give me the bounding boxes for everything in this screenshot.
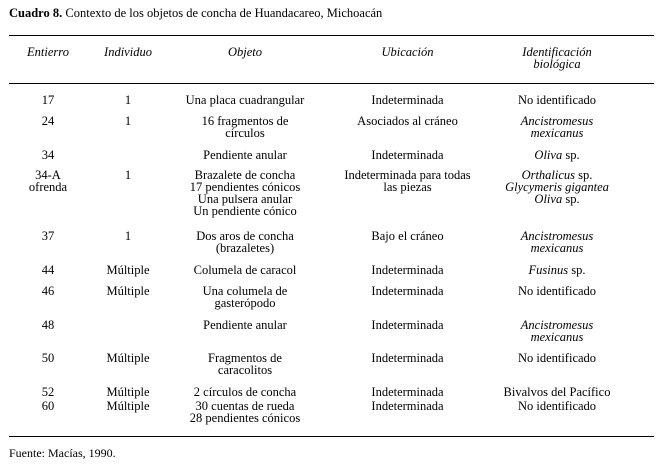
cell-line: 34-A <box>35 168 61 182</box>
cell-line: Una pulsera anular <box>197 192 293 206</box>
cell-individuo <box>93 169 163 181</box>
cell-objeto <box>160 319 330 331</box>
identificacion-line <box>487 193 627 205</box>
species-name: mexicanus <box>530 126 584 140</box>
cell-line: caracolitos <box>217 363 273 377</box>
cell-line: 17 <box>41 93 55 107</box>
identificacion-line <box>487 94 627 106</box>
cell-individuo <box>93 230 163 242</box>
cell-entierro <box>18 264 78 276</box>
header-ubicacion: Ubicación <box>381 45 434 59</box>
cell-objeto <box>160 115 330 139</box>
cell-identificacion <box>487 319 627 343</box>
cell-line: Fragmentos de <box>208 351 282 365</box>
cell-line: 44 <box>41 263 55 277</box>
cell-entierro <box>18 149 78 161</box>
cell-objeto <box>160 169 330 217</box>
cell-line: 17 pendientes cónicos <box>189 180 301 194</box>
cell-line: 1 <box>124 229 132 243</box>
cell-objeto <box>160 230 330 254</box>
cell-line: Múltiple <box>106 399 150 413</box>
header-individuo: Individuo <box>104 45 152 59</box>
identificacion-line <box>487 386 627 398</box>
cell-entierro <box>18 319 78 331</box>
species-name: Ancistromesus <box>520 318 594 332</box>
cell-line: Bajo el cráneo <box>371 229 444 243</box>
cell-line: (brazaletes) <box>215 241 275 255</box>
cell-line: Un pendiente cónico <box>193 204 297 218</box>
cell-individuo <box>93 352 163 364</box>
header-rule <box>9 83 654 84</box>
cell-line: Indeterminada <box>371 399 444 413</box>
cell-individuo <box>93 94 163 106</box>
source-note: Fuente: Macías, 1990. <box>9 446 116 460</box>
cell-entierro <box>18 115 78 127</box>
cell-objeto <box>160 386 330 398</box>
cell-line: Indeterminada <box>371 148 444 162</box>
header-objeto: Objeto <box>227 45 263 59</box>
cell-line: 52 <box>41 385 55 399</box>
species-name: No identificado <box>517 93 597 107</box>
identificacion-line <box>487 400 627 412</box>
cell-line: Múltiple <box>106 284 150 298</box>
cell-entierro <box>18 386 78 398</box>
species-suffix: sp. <box>568 263 586 277</box>
cell-entierro <box>18 285 78 297</box>
cell-line: Indeterminada <box>371 263 444 277</box>
cell-line: Indeterminada <box>371 385 444 399</box>
cell-individuo <box>93 285 163 297</box>
cell-ubicacion <box>335 264 480 276</box>
cell-identificacion <box>487 400 627 412</box>
cell-line: Una columela de <box>202 284 288 298</box>
cell-objeto <box>160 285 330 309</box>
cell-line: 34 <box>41 148 55 162</box>
cell-line: círculos <box>225 126 265 140</box>
species-name: Orthalicus <box>521 168 576 182</box>
cell-ubicacion <box>335 400 480 412</box>
species-name: Oliva <box>534 192 563 206</box>
species-name: mexicanus <box>530 330 584 344</box>
cell-line: Dos aros de concha <box>196 229 294 243</box>
cell-objeto <box>160 352 330 376</box>
identificacion-line <box>487 127 627 139</box>
cell-ubicacion <box>335 230 480 242</box>
top-rule <box>9 35 654 36</box>
cell-line: 37 <box>41 229 55 243</box>
cell-identificacion <box>487 169 627 205</box>
species-name: mexicanus <box>530 241 584 255</box>
cell-line: 1 <box>124 114 132 128</box>
table-caption <box>9 6 382 21</box>
cell-ubicacion <box>335 352 480 364</box>
cell-line: 1 <box>124 168 132 182</box>
cell-line: Pendiente anular <box>203 318 287 332</box>
header-identificacion <box>487 46 627 70</box>
cell-ubicacion <box>335 169 480 193</box>
cell-ubicacion <box>335 94 480 106</box>
cell-objeto <box>160 264 330 276</box>
cell-individuo <box>93 264 163 276</box>
species-suffix: sp. <box>562 148 580 162</box>
cell-identificacion <box>487 230 627 254</box>
cell-line: 48 <box>41 318 55 332</box>
identificacion-line <box>487 352 627 364</box>
species-name: Fusinus <box>528 263 569 277</box>
species-name: No identificado <box>517 284 597 298</box>
cell-line: 30 cuentas de rueda <box>195 399 295 413</box>
cell-ubicacion <box>335 115 480 127</box>
cell-line: 16 fragmentos de <box>201 114 289 128</box>
cell-entierro <box>18 352 78 364</box>
cell-identificacion <box>487 285 627 297</box>
species-name: Bivalvos del Pacífico <box>503 385 611 399</box>
species-name: Ancistromesus <box>520 229 594 243</box>
cell-line: ofrenda <box>28 180 68 194</box>
cell-entierro <box>18 400 78 412</box>
cell-line: 1 <box>124 93 132 107</box>
cell-ubicacion <box>335 285 480 297</box>
cell-line: 2 círculos de concha <box>193 385 297 399</box>
identificacion-line <box>487 331 627 343</box>
cell-line: 28 pendientes cónicos <box>189 411 301 425</box>
cell-ubicacion <box>335 386 480 398</box>
cell-line: 60 <box>41 399 55 413</box>
cell-individuo <box>93 386 163 398</box>
cell-line: 46 <box>41 284 55 298</box>
cell-entierro <box>18 94 78 106</box>
cell-objeto <box>160 400 330 424</box>
cell-individuo <box>93 115 163 127</box>
identificacion-line <box>487 242 627 254</box>
caption-label: Cuadro 8. <box>9 6 63 20</box>
identificacion-line <box>487 285 627 297</box>
species-name: No identificado <box>517 399 597 413</box>
cell-line: las piezas <box>383 180 432 194</box>
cell-identificacion <box>487 386 627 398</box>
cell-objeto <box>160 94 330 106</box>
cell-line: Asociados al cráneo <box>357 114 458 128</box>
header-entierro: Entierro <box>27 45 69 59</box>
header-identificacion-line: Identificación <box>522 45 592 59</box>
identificacion-line <box>487 264 627 276</box>
species-suffix: sp. <box>562 192 580 206</box>
species-name: Glycymeris gigantea <box>505 180 609 194</box>
bottom-rule <box>9 436 654 437</box>
cell-identificacion <box>487 264 627 276</box>
cell-line: Indeterminada <box>371 284 444 298</box>
cell-line: Pendiente anular <box>203 148 287 162</box>
cell-line: Indeterminada <box>371 93 444 107</box>
cell-ubicacion <box>335 149 480 161</box>
header-identificacion-line: biológica <box>533 57 581 71</box>
cell-line: Columela de caracol <box>193 263 297 277</box>
cell-ubicacion <box>335 319 480 331</box>
cell-entierro <box>18 169 78 193</box>
cell-entierro <box>18 230 78 242</box>
caption-title: Contexto de los objetos de concha de Huandacareo, Michoacán <box>65 6 383 20</box>
cell-line: Una placa cuadrangular <box>185 93 305 107</box>
cell-line: Indeterminada para todas <box>344 168 471 182</box>
identificacion-line <box>487 149 627 161</box>
cell-identificacion <box>487 352 627 364</box>
cell-objeto <box>160 149 330 161</box>
species-name: Ancistromesus <box>520 114 594 128</box>
cell-identificacion <box>487 115 627 139</box>
cell-line: gasterópodo <box>214 296 276 310</box>
cell-individuo <box>93 400 163 412</box>
cell-line: Brazalete de concha <box>194 168 296 182</box>
species-name: Oliva <box>534 148 563 162</box>
species-suffix: sp. <box>575 168 593 182</box>
cell-identificacion <box>487 149 627 161</box>
cell-identificacion <box>487 94 627 106</box>
species-name: No identificado <box>517 351 597 365</box>
cell-line: 24 <box>41 114 55 128</box>
cell-line: Múltiple <box>106 385 150 399</box>
cell-line: Indeterminada <box>371 351 444 365</box>
cell-line: Múltiple <box>106 263 150 277</box>
cell-line: Indeterminada <box>371 318 444 332</box>
cell-line: Múltiple <box>106 351 150 365</box>
cell-line: 50 <box>41 351 55 365</box>
